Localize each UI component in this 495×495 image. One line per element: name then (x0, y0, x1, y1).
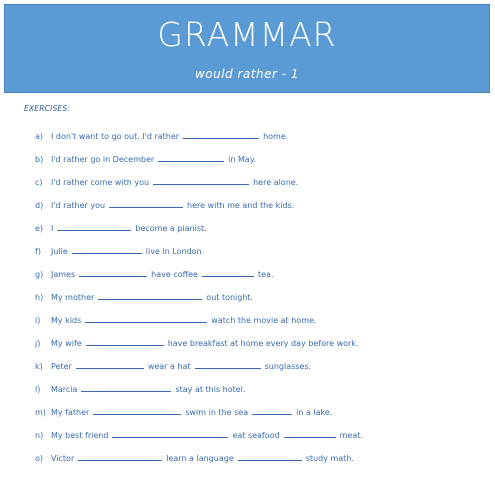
exercise-letter: o) (35, 454, 44, 463)
exercise-item (35, 288, 253, 302)
exercise-text: I don't want to go out. I'd rather (51, 132, 180, 141)
exercise-letter: a) (35, 132, 44, 141)
exercise-text: in May. (228, 155, 256, 164)
exercise-letter: d) (35, 201, 44, 210)
exercise-text: My wife (51, 339, 82, 348)
exercise-text: eat seafood (232, 431, 280, 440)
exercise-text: wear a hat (147, 362, 191, 371)
exercise-text: home. (263, 132, 289, 141)
answer-blank[interactable] (112, 437, 228, 438)
exercise-letter: g) (35, 270, 44, 279)
exercises-heading: EXERCISES: (24, 104, 71, 113)
exercise-text: My best friend (51, 431, 109, 440)
exercise-item (35, 357, 311, 371)
exercise-text: Marcia (51, 385, 78, 394)
exercise-text: learn a language (166, 454, 234, 463)
answer-blank[interactable] (238, 460, 302, 461)
exercise-text: have coffee (151, 270, 198, 279)
answer-blank[interactable] (252, 414, 292, 415)
exercise-letter: m) (35, 408, 46, 417)
exercise-text: stay at this hotel. (175, 385, 246, 394)
exercise-text: study math. (305, 454, 354, 463)
exercise-item (35, 449, 354, 463)
answer-blank[interactable] (86, 345, 164, 346)
exercise-letter: c) (35, 178, 43, 187)
exercise-item (35, 265, 274, 279)
answer-blank[interactable] (93, 414, 181, 415)
exercise-item (35, 242, 204, 256)
exercise-text: I'd rather come with you (51, 178, 150, 187)
exercise-letter: e) (35, 224, 44, 233)
exercise-text: I (51, 224, 54, 233)
answer-blank[interactable] (76, 368, 144, 369)
answer-blank[interactable] (79, 276, 147, 277)
exercise-letter: f) (35, 247, 41, 256)
exercise-text: I'd rather go in December (51, 155, 155, 164)
exercise-text: live in London. (145, 247, 205, 256)
exercise-text: meat. (339, 431, 363, 440)
exercise-item (35, 173, 298, 187)
exercise-item (35, 403, 332, 417)
exercise-text: here alone. (253, 178, 299, 187)
answer-blank[interactable] (202, 276, 254, 277)
exercise-item (35, 334, 358, 348)
answer-blank[interactable] (85, 322, 207, 323)
exercise-item (35, 196, 294, 210)
exercise-letter: b) (35, 155, 44, 164)
exercise-item (35, 426, 363, 440)
exercise-text: watch the movie at home. (211, 316, 317, 325)
exercise-text: Victor (51, 454, 75, 463)
answer-blank[interactable] (153, 184, 249, 185)
exercise-item (35, 219, 207, 233)
exercise-letter: j) (35, 339, 41, 348)
exercise-text: James (51, 270, 76, 279)
answer-blank[interactable] (78, 460, 162, 461)
exercise-text: My mother (51, 293, 95, 302)
exercise-text: swim in the sea (185, 408, 249, 417)
exercise-text: Julie (51, 247, 68, 256)
answer-blank[interactable] (183, 138, 259, 139)
exercise-item (35, 127, 288, 141)
exercise-text: sunglasses. (264, 362, 312, 371)
exercise-letter: l) (35, 385, 41, 394)
exercise-text: Peter (51, 362, 72, 371)
exercise-text: in a lake. (296, 408, 333, 417)
exercise-letter: n) (35, 431, 44, 440)
exercise-item (35, 311, 316, 325)
answer-blank[interactable] (81, 391, 171, 392)
exercise-letter: k) (35, 362, 43, 371)
answer-blank[interactable] (195, 368, 261, 369)
answer-blank[interactable] (72, 253, 142, 254)
page-title: GRAMMAR (157, 15, 337, 54)
exercise-item (35, 150, 256, 164)
exercise-text: have breakfast at home every day before work. (167, 339, 359, 348)
answer-blank[interactable] (158, 161, 224, 162)
exercise-text: My kids (51, 316, 82, 325)
exercise-text: become a pianist. (135, 224, 207, 233)
exercise-text: My father (51, 408, 90, 417)
exercise-letter: h) (35, 293, 44, 302)
exercise-text: here with me and the kids. (187, 201, 295, 210)
exercise-text: tea. (257, 270, 274, 279)
page-subtitle: would rather - 1 (194, 67, 300, 81)
exercise-letter: i) (35, 316, 41, 325)
answer-blank[interactable] (284, 437, 336, 438)
exercise-text: out tonight. (206, 293, 254, 302)
answer-blank[interactable] (109, 207, 183, 208)
title-banner (4, 4, 490, 93)
exercise-text: I'd rather you (51, 201, 106, 210)
answer-blank[interactable] (98, 299, 202, 300)
exercise-item (35, 380, 245, 394)
answer-blank[interactable] (57, 230, 131, 231)
